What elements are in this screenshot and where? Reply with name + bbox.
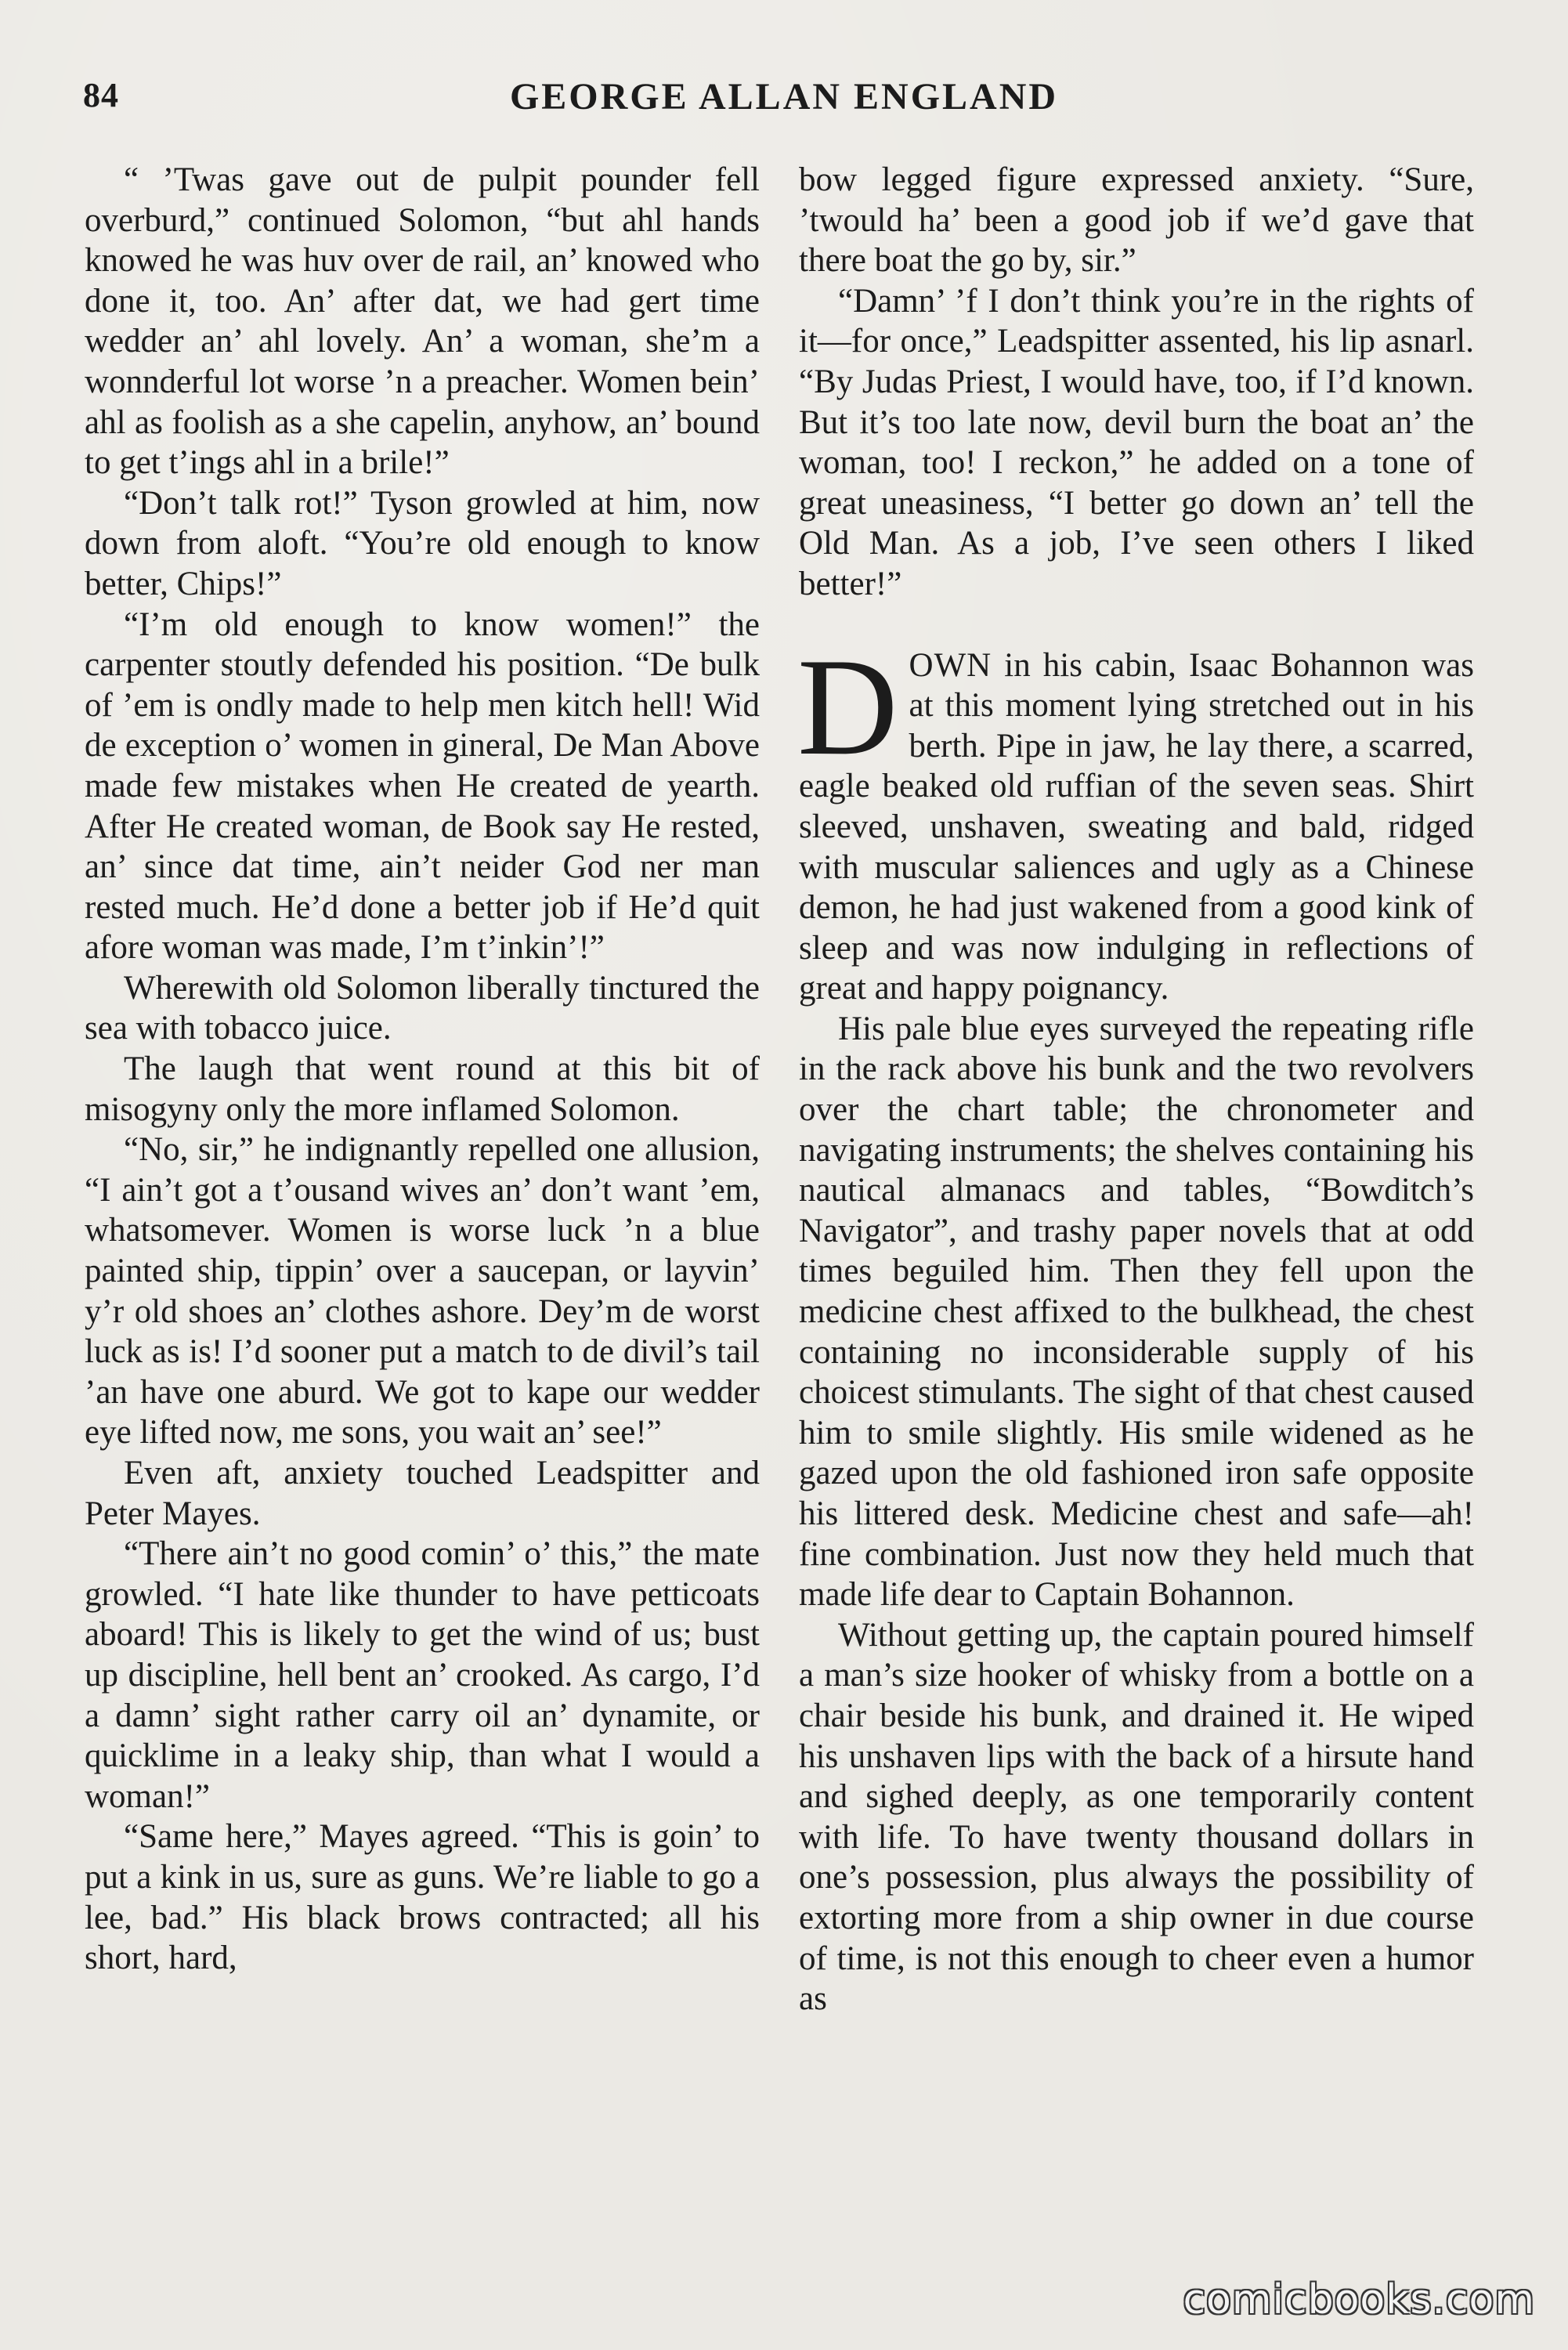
paragraph: Without getting up, the captain poured himself a man’s size hooker of whisky from a bottle on a chair beside his bunk, and drained it. He wiped his unshaven lips with the back of a hirsute hand and sighed deeply, as one temporarily content with life. To have twenty thousand dollars in one’s possession, plus always the possibility of extorting more from a ship owner in due course of time, is not this enough to cheer even a humor as [799, 1616, 1474, 2018]
drop-cap: D [797, 628, 898, 784]
paragraph: “Don’t talk rot!” Tyson growled at him, now down from aloft. “You’re old enough to know better, Chips!” [85, 484, 760, 602]
paragraph-continued: bow legged figure expressed anxiety. “Sure, ’twould ha’ been a good job if we’d gave that there boat the go by, sir.” [799, 161, 1474, 280]
paragraph: “I’m old enough to know women!” the carpenter stoutly defended his position. “De bulk of ’em is ondly made to help men kitch hell! Wid de exception o’ women in gineral, De Man Above made few mistakes when He created de yearth. After He created woman, de Book say He rested, an’ since dat time, ain’t neider God ner man rested much. He’d done a better job if He’d quit afore woman was made, I’m t’inkin’!” [85, 606, 760, 967]
paragraph: Wherewith old Solomon liberally tinctured the sea with tobacco juice. [85, 969, 760, 1047]
paragraph: “There ain’t no good comin’ o’ this,” the mate growled. “I hate like thunder to have petticoats aboard! This is likely to get the wind of us; bust up discipline, hell bent an’ crooked. As cargo, I’d a damn’ sight rather carry oil an’ dynamite, or quicklime in a leaky ship, than what I would a woman!” [85, 1535, 760, 1815]
left-column [85, 160, 760, 1979]
paragraph: Even aft, anxiety touched Leadspitter and Peter Mayes. [85, 1455, 760, 1532]
watermark-logo: comicbooks.com [1183, 2276, 1535, 2323]
paragraph: “No, sir,” he indignantly repelled one allusion, “I ain’t got a t’ousand wives an’ don’t want ’em, whatsomever. Women is worse luck ’n a blue painted ship, tippin’ over a saucepan, or layvin’ y’r old shoes an’ clothes ashore. Dey’m de worst luck as is! I’d sooner put a match to de divil’s tail ’an have one aburd. We got to kape our wedder eye lifted now, me sons, you wait an’ see!” [85, 1131, 760, 1452]
section-break [799, 605, 1474, 645]
paragraph: “Same here,” Mayes agreed. “This is goin’ to put a kink in us, sure as guns. We’re liable to go a lee, bad.” His black brows contracted; all his short, hard, [85, 1818, 760, 1977]
paragraph: “Damn’ ’f I don’t think you’re in the rights of it—for once,” Leadspitter assented, his lip asnarl. “By Judas Priest, I would have, too, if I’d known. But it’s too late now, devil burn the boat an’ the woman, too! I reckon,” he added on a tone of great uneasiness, “I better go down an’ tell the Old Man. As a job, I’ve seen others I liked better!” [799, 282, 1474, 602]
opening-text: in his cabin, Isaac Bohannon was at this moment lying stretched out in his berth. Pipe in jaw, he lay there, a scarred, eagle beaked old ruffian of the seven seas. Shirt sleeved, unshaven, sweating and bald, ridged with muscular saliences and ugly as a Chinese demon, he had just wakened from a good kink of sleep and was now indulging in reflections of great and happy poignancy. [799, 646, 1474, 1007]
page-number: 84 [83, 76, 119, 114]
paragraph: The laugh that went round at this bit of misogyny only the more inflamed Solomon. [85, 1050, 760, 1128]
page-header [83, 75, 1485, 122]
section-opening-paragraph [797, 628, 1474, 1009]
opening-word: OWN [909, 646, 992, 684]
right-column [799, 160, 1474, 2019]
paragraph: His pale blue eyes surveyed the repeating rifle in the rack above his bunk and the two revolvers over the chart table; the chronometer and navigating instruments; the shelves containing his nautical almanacs and tables, “Bowditch’s Navigator”, and trashy paper novels that at odd times beguiled him. Then they fell upon the medicine chest affixed to the bulkhead, the chest containing no inconsiderable supply of his choicest stimulants. The sight of that chest caused him to smile slightly. His smile widened as he gazed upon the old fashioned iron safe opposite his littered desk. Medicine chest and safe—ah! fine combination. Just now they held much that made life dear to Captain Bohannon. [799, 1010, 1474, 1614]
paragraph: “ ’Twas gave out de pulpit pounder fell overburd,” continued Solomon, “but ahl hands knowed he was huv over de rail, an’ knowed who done it, too. An’ after dat, we had gert time wedder an’ ahl lovely. An’ a woman, she’m a wonnderful lot worse ’n a preacher. Women bein’ ahl as foolish as a she capelin, anyhow, an’ bound to get t’ings ahl in a brile!” [85, 161, 760, 482]
running-head: GEORGE ALLAN ENGLAND [509, 76, 1059, 118]
